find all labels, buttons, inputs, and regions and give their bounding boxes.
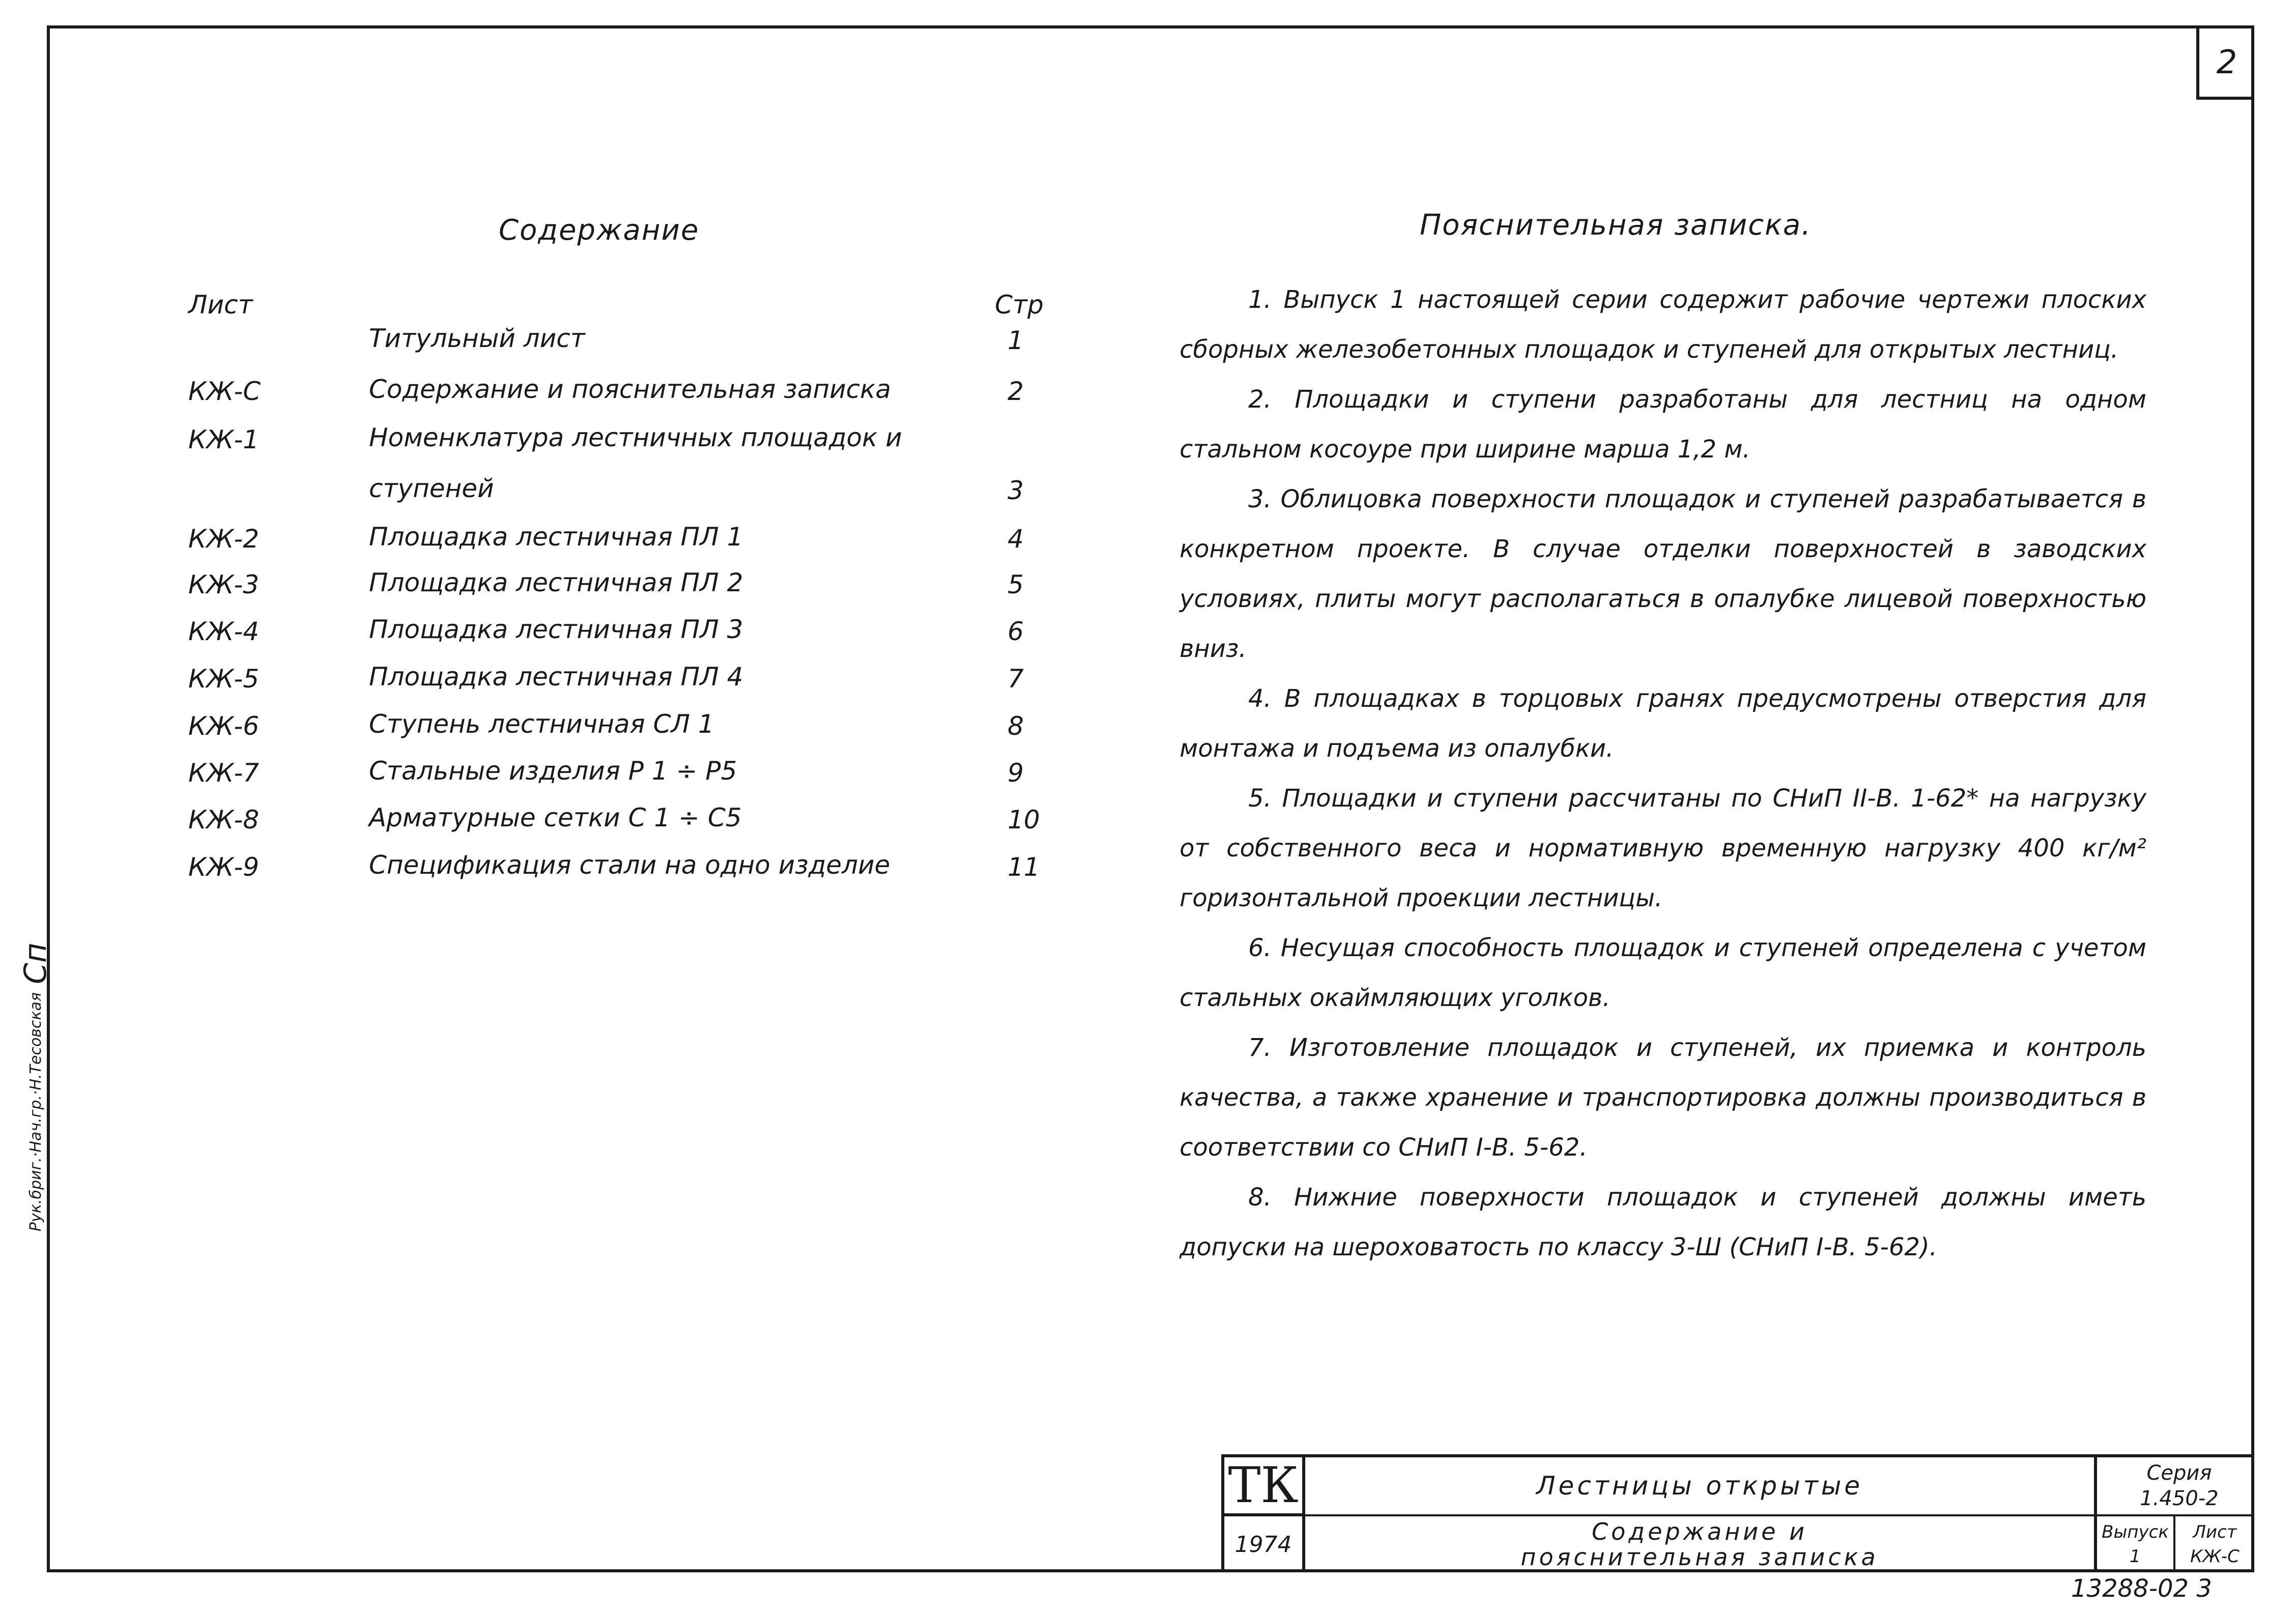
note-item: 3. Облицовка поверхности площадок и ступеней разрабатывается в конкретном проекте. В случае отделки поверхностей в заводских условиях, плиты могут располагаться в опалубке лицевой поверхностью вниз. (1180, 485, 2146, 663)
toc-row-page: 9 (1008, 758, 1024, 788)
toc-row-code: КЖ-7 (188, 758, 260, 788)
toc-row-name: Титульный лист (369, 324, 585, 353)
side-signature-block (5, 702, 61, 1236)
issue-value: 1 (2130, 1546, 2141, 1567)
toc-row-name: Арматурные сетки С 1 ÷ С5 (369, 803, 742, 832)
title-block (1221, 1454, 2254, 1572)
toc-row-page: 7 (1008, 664, 1024, 694)
toc-row-code: КЖ-5 (188, 664, 260, 694)
stamp-sheet (2175, 1516, 2254, 1572)
toc-row-name: Номенклатура лестничных площадок и ступеней (369, 423, 902, 503)
archive-number: 13288-02 3 (2071, 1574, 2212, 1603)
notes-body (1180, 275, 2146, 1272)
notes-title: Пояснительная записка. (1420, 209, 1812, 242)
toc-row-code: КЖ-6 (188, 711, 260, 741)
toc-row-name: Ступень лестничная СЛ 1 (369, 709, 714, 739)
toc-row-page: 6 (1008, 617, 1024, 646)
note-item: 2. Площадки и ступени разработаны для лестниц на одном стальном косоуре при ширине марша 1,2 м. (1180, 385, 2146, 464)
toc-row-name: Спецификация стали на одно изделие (369, 850, 891, 880)
toc-col-page: Стр (995, 290, 1044, 320)
toc-row-code: КЖ-1 (188, 425, 260, 454)
note-item: 7. Изготовление площадок и ступеней, их приемка и контроль качества, а также хранение и транспортировка должны производиться в соответствии со СНиП I-В. 5-62. (1180, 1033, 2146, 1162)
toc-row-code: КЖ-4 (188, 617, 260, 646)
org-mark: ТК (1221, 1454, 1305, 1516)
toc-row-page: 10 (1008, 805, 1040, 835)
toc-row-code: КЖ-3 (188, 570, 260, 599)
toc-row-name: Стальные изделия Р 1 ÷ Р5 (369, 756, 737, 786)
toc-row-page: 8 (1008, 711, 1024, 741)
toc-row-name: Содержание и пояснительная записка (369, 375, 891, 404)
toc-col-sheet: Лист (188, 290, 253, 320)
sheet-label: Лист (2193, 1522, 2237, 1542)
note-item: 5. Площадки и ступени рассчитаны по СНиП II-В. 1-62* на нагрузку от собственного веса и нормативную временную нагрузку 400 кг/м² горизонтальной проекции лестницы. (1180, 784, 2146, 912)
toc-row-code: КЖ-9 (188, 852, 260, 882)
toc-row-page: 2 (1008, 377, 1024, 406)
side-signature-handwritten: Сп (18, 942, 53, 985)
stamp-title-sub-line2: пояснительная записка (1520, 1543, 1879, 1571)
toc-row-page: 4 (1008, 524, 1024, 554)
toc-row-page: 5 (1008, 570, 1024, 599)
stamp-title-main: Лестницы открытые (1305, 1454, 2094, 1516)
stamp-title-sub-line1: Содержание и (1592, 1518, 1807, 1545)
series-value: 1.450-2 (2140, 1487, 2219, 1510)
page-number: 2 (2216, 44, 2237, 81)
stamp-issue (2094, 1516, 2175, 1572)
page-number-box (2196, 28, 2254, 100)
note-item: 6. Несущая способность площадок и ступеней определена с учетом стальных окаймляющих уголков. (1180, 934, 2146, 1012)
toc-row-page: 3 (1008, 476, 1024, 505)
note-item: 8. Нижние поверхности площадок и ступеней должны иметь допуски на шероховатость по классу 3-Ш (СНиП I-В. 5-62). (1180, 1183, 2146, 1261)
toc-row-name: Площадка лестничная ПЛ 1 (369, 522, 743, 552)
stamp-series (2094, 1454, 2254, 1516)
toc-title: Содержание (499, 214, 700, 247)
side-signature-text: Рук.бриг.·Нач.гр.·Н.Тесовская (26, 992, 45, 1231)
toc-row-code: КЖ-2 (188, 524, 260, 554)
toc-row-name: Площадка лестничная ПЛ 2 (369, 568, 743, 597)
sheet-value: КЖ-С (2190, 1546, 2240, 1567)
toc-row-page: 1 (1008, 326, 1024, 355)
toc-row-code: КЖ-8 (188, 805, 260, 835)
toc-row-page: 11 (1008, 852, 1040, 882)
note-item: 4. В площадках в торцовых гранях предусмотрены отверстия для монтажа и подъема из опалубки. (1180, 684, 2146, 763)
toc-row-code: КЖ-С (188, 377, 261, 406)
note-item: 1. Выпуск 1 настоящей серии содержит рабочие чертежи плоских сборных железобетонных площадок и ступеней для открытых лестниц. (1180, 285, 2146, 364)
toc-row-name: Площадка лестничная ПЛ 4 (369, 662, 743, 692)
stamp-title-sub (1305, 1516, 2094, 1572)
stamp-year: 1974 (1221, 1516, 1305, 1572)
issue-label: Выпуск (2102, 1522, 2169, 1542)
series-label: Серия (2146, 1461, 2212, 1485)
toc-row-name: Площадка лестничная ПЛ 3 (369, 615, 743, 644)
